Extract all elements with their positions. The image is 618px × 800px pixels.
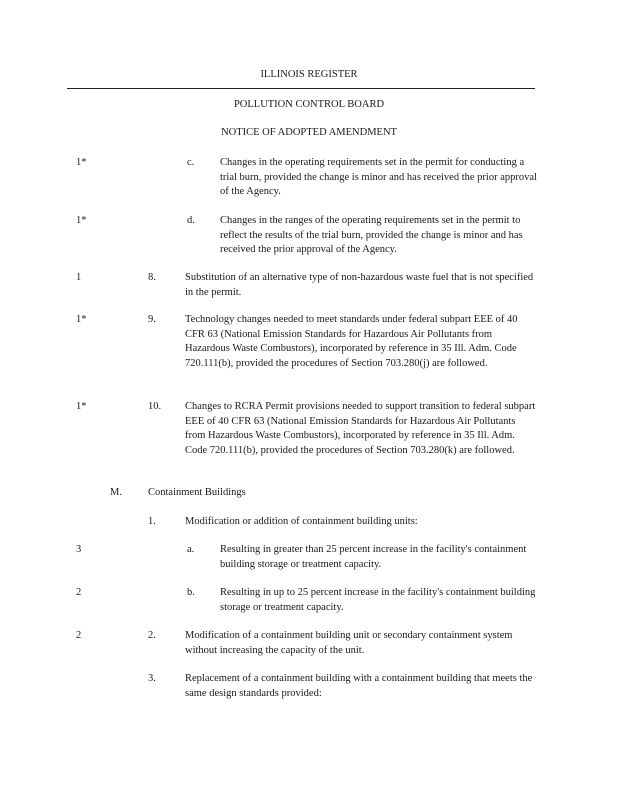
- notice-title: NOTICE OF ADOPTED AMENDMENT: [221, 127, 397, 138]
- entry-code: 3: [76, 544, 82, 555]
- entry-code: 1*: [76, 401, 87, 412]
- entry-text: Technology changes needed to meet standards under federal subpart EEE of 40 CFR 63 (National Emission Standards for Hazardous Air Pollutants from Hazardous Waste Combustors), incorporated by reference in 35 Ill. Adm. Code 720.111(b), provided the procedures of Section 703.280(j) are followed.: [185, 314, 518, 369]
- entry-marker: a.: [187, 544, 195, 555]
- entry-marker: b.: [187, 587, 195, 598]
- entry-code: 2: [76, 630, 82, 641]
- entry-text: Resulting in up to 25 percent increase in the facility's containment building storage or treatment capacity.: [220, 587, 536, 613]
- entry-text: Modification of a containment building unit or secondary containment system without increasing the capacity of the unit.: [185, 630, 513, 656]
- entry-code: 1: [76, 272, 82, 283]
- entry-text: Changes to RCRA Permit provisions needed to support transition to federal subpart EEE of 40 CFR 63 (National Emission Standards for Hazardous Air Pollutants from Hazardous Waste Combustors), incorporated by reference in 35 Ill. Adm. Code 720.111(b), provided the procedures of Section 703.280(k) are followed.: [185, 401, 536, 456]
- entry-text: Modification or addition of containment building units:: [185, 516, 418, 527]
- entry-code: 1*: [76, 314, 87, 325]
- entry-marker: 9.: [148, 314, 156, 325]
- register-title: ILLINOIS REGISTER: [260, 69, 358, 80]
- entry-code: 1*: [76, 157, 87, 168]
- section-heading: Containment Buildings: [148, 487, 246, 498]
- header-rule: [67, 88, 535, 89]
- entry-marker: d.: [187, 215, 195, 226]
- entry-text: Replacement of a containment building with a containment building that meets the same design standards provided:: [185, 673, 533, 699]
- entry-marker: 8.: [148, 272, 156, 283]
- entry-text: Changes in the operating requirements set in the permit for conducting a trial burn, provided the change is minor and has received the prior approval of the Agency.: [220, 157, 537, 197]
- board-title: POLLUTION CONTROL BOARD: [233, 99, 385, 110]
- entry-marker: 2.: [148, 630, 156, 641]
- entry-code: 1*: [76, 215, 87, 226]
- entry-marker: c.: [187, 157, 195, 168]
- entry-marker: 10.: [148, 401, 162, 412]
- entry-code: 2: [76, 587, 82, 598]
- entry-marker: 1.: [148, 516, 156, 527]
- entry-text: Substitution of an alternative type of non-hazardous waste fuel that is not specified in the permit.: [185, 272, 534, 298]
- section-marker: M.: [110, 487, 122, 498]
- entry-text: Resulting in greater than 25 percent increase in the facility's containment building storage or treatment capacity.: [220, 544, 527, 570]
- entry-text: Changes in the ranges of the operating requirements set in the permit to reflect the results of the trial burn, provided the change is minor and has received the prior approval of the Agency.: [220, 215, 523, 255]
- entry-marker: 3.: [148, 673, 156, 684]
